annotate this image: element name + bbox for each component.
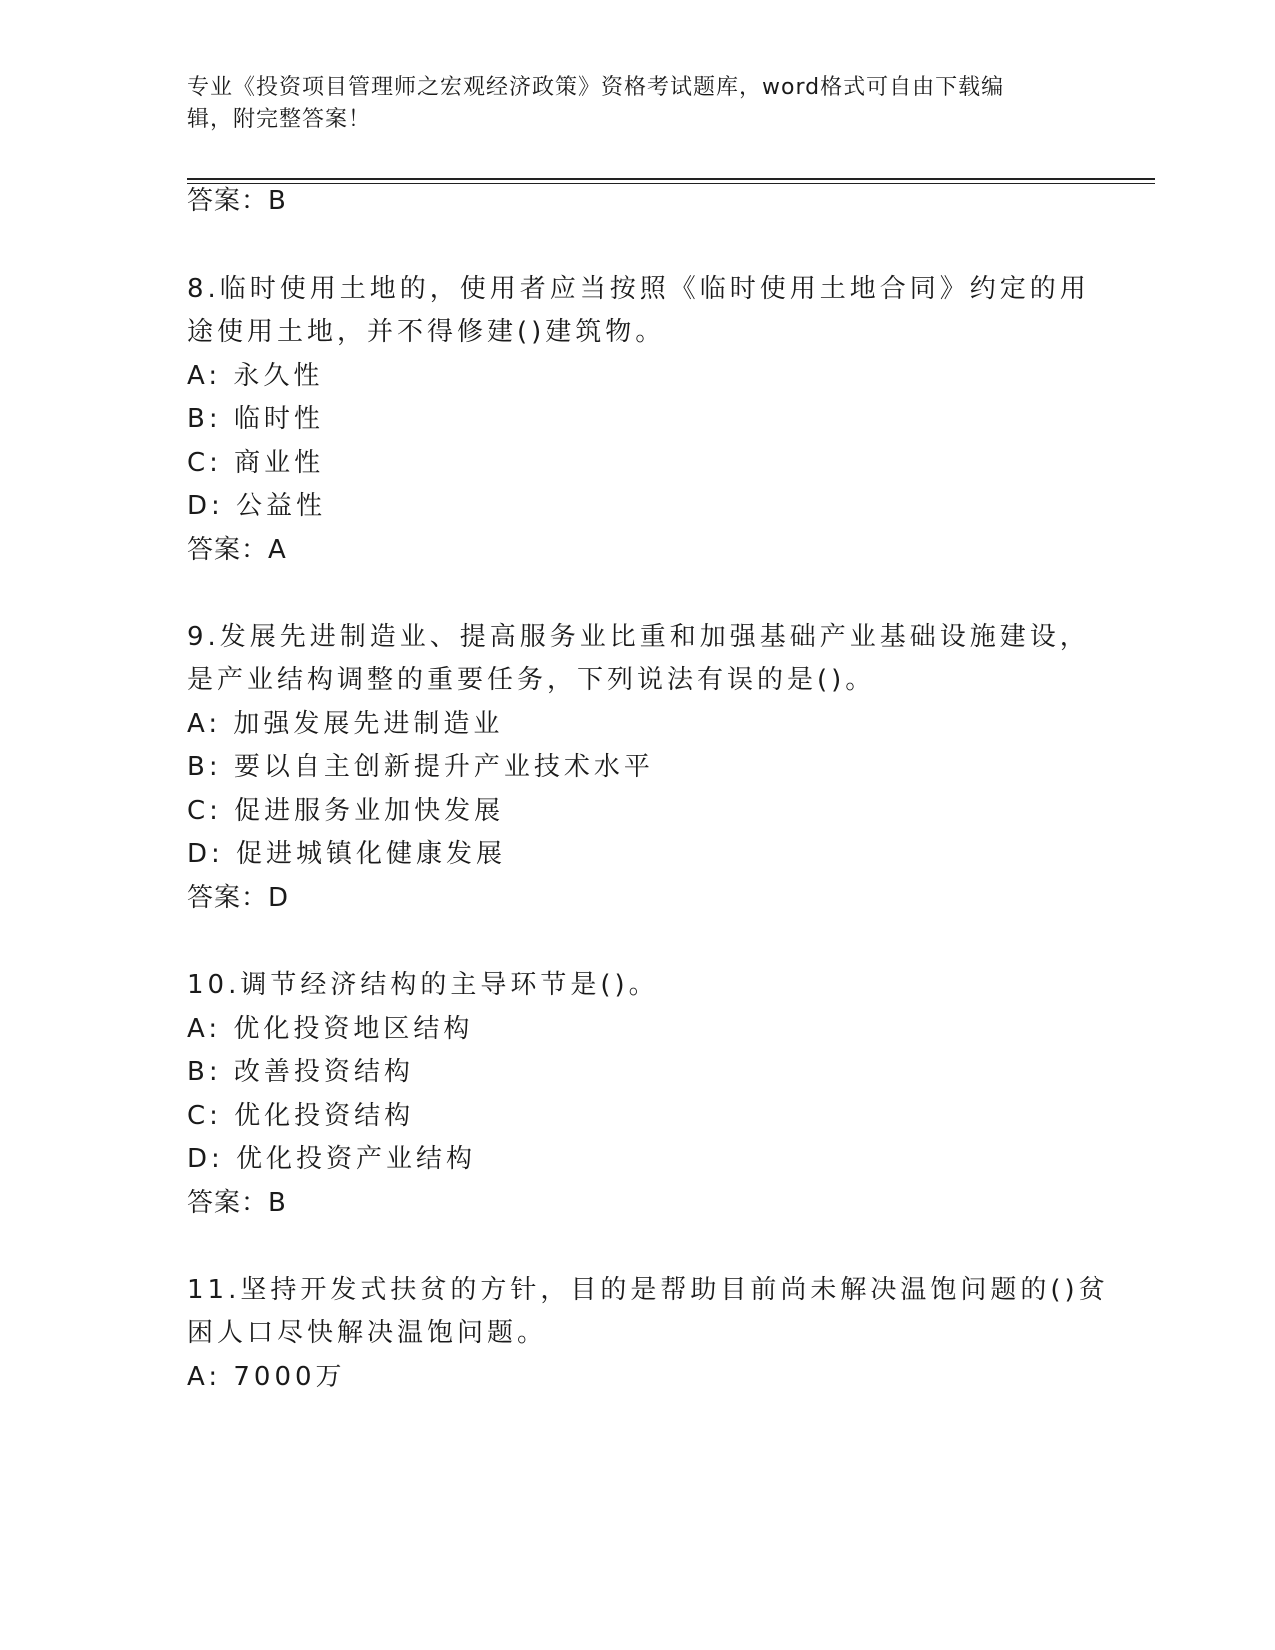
header-line-1: 专业《投资项目管理师之宏观经济政策》资格考试题库，word格式可自由下载编 xyxy=(187,75,1005,100)
question-10-option-c: C: 优化投资结构 xyxy=(187,1101,415,1131)
question-10-option-a: A: 优化投资地区结构 xyxy=(187,1014,474,1044)
question-11-stem-line-1: 11.坚持开发式扶贫的方针，目的是帮助目前尚未解决温饱问题的()贫 xyxy=(187,1275,1109,1305)
question-8-option-a: A: 永久性 xyxy=(187,361,324,391)
header-line-2: 辑，附完整答案！ xyxy=(187,107,372,132)
previous-answer: 答案：B xyxy=(187,186,287,216)
question-8-option-c: C: 商业性 xyxy=(187,448,325,478)
question-11-option-a: A: 7000万 xyxy=(187,1362,346,1392)
question-9-answer: 答案：D xyxy=(187,883,290,913)
question-9-option-d: D: 促进城镇化健康发展 xyxy=(187,839,507,869)
header-rule-thin xyxy=(187,183,1155,184)
question-11-stem-line-2: 困人口尽快解决温饱问题。 xyxy=(187,1318,548,1348)
document-header xyxy=(187,72,1067,136)
question-9-option-b: B: 要以自主创新提升产业技术水平 xyxy=(187,752,654,782)
question-10-option-b: B: 改善投资结构 xyxy=(187,1057,414,1087)
question-8-option-b: B: 临时性 xyxy=(187,404,324,434)
question-8-answer: 答案：A xyxy=(187,535,287,565)
question-10-answer: 答案：B xyxy=(187,1188,287,1218)
header-rule-thick xyxy=(187,178,1155,180)
question-9-stem-line-2: 是产业结构调整的重要任务，下列说法有误的是()。 xyxy=(187,665,876,695)
question-9-option-c: C: 促进服务业加快发展 xyxy=(187,796,505,826)
question-10-option-d: D: 优化投资产业结构 xyxy=(187,1144,477,1174)
question-8-option-d: D: 公益性 xyxy=(187,491,327,521)
question-9-stem-line-1: 9.发展先进制造业、提高服务业比重和加强基础产业基础设施建设， xyxy=(187,622,1090,652)
question-8-stem-line-1: 8.临时使用土地的，使用者应当按照《临时使用土地合同》约定的用 xyxy=(187,274,1090,304)
question-10-stem-line-1: 10.调节经济结构的主导环节是()。 xyxy=(187,970,659,1000)
question-8-stem-line-2: 途使用土地，并不得修建()建筑物。 xyxy=(187,317,666,347)
question-9-option-a: A: 加强发展先进制造业 xyxy=(187,709,504,739)
